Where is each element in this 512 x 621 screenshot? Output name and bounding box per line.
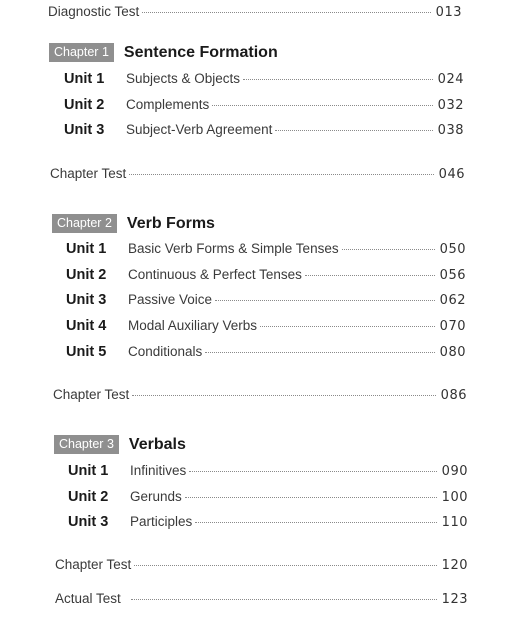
- chapter-1-heading: [49, 43, 278, 62]
- entry-title: Continuous & Perfect Tenses: [128, 267, 302, 282]
- unit-label: Unit 1: [64, 71, 105, 87]
- unit-label: Unit 4: [66, 318, 107, 334]
- chapter-badge: Chapter 1: [49, 43, 114, 62]
- unit-label: Unit 1: [66, 241, 107, 257]
- entry-title: Actual Test: [55, 591, 121, 606]
- entry-title: Complements: [126, 97, 210, 112]
- page-number: 110: [441, 515, 468, 530]
- unit-label: Unit 3: [64, 122, 105, 138]
- entry-title: Participles: [130, 514, 193, 529]
- chapter-title: Verbals: [128, 435, 186, 453]
- entry-title: Subject-Verb Agreement: [126, 122, 273, 137]
- unit-label: Unit 5: [66, 344, 107, 360]
- dot-leader: [260, 326, 435, 327]
- toc-entry-ch1-unit2[interactable]: [64, 97, 464, 113]
- toc-entry-ch2-unit5[interactable]: [66, 344, 466, 360]
- toc-entry-ch2-unit1[interactable]: [66, 241, 466, 257]
- dot-leader: [189, 471, 436, 472]
- dot-leader: [212, 105, 432, 106]
- page-number: 062: [439, 293, 466, 308]
- page-number: 100: [441, 490, 468, 505]
- chapter-title: Sentence Formation: [123, 43, 278, 61]
- entry-title: Chapter Test: [50, 166, 127, 181]
- unit-label: Unit 2: [68, 489, 109, 505]
- chapter-badge: Chapter 3: [54, 435, 119, 454]
- unit-label: Unit 3: [66, 292, 107, 308]
- toc-entry-ch3-unit3[interactable]: [68, 514, 468, 530]
- toc-entry-ch1-unit3[interactable]: [64, 122, 464, 138]
- unit-label: Unit 2: [66, 267, 107, 283]
- entry-title: Gerunds: [130, 489, 182, 504]
- toc-entry-ch2-unit2[interactable]: [66, 267, 466, 283]
- page-number: 050: [439, 242, 466, 257]
- toc-entry-ch3-unit1[interactable]: [68, 463, 468, 479]
- dot-leader: [129, 174, 433, 175]
- toc-entry-ch1-chapter-test[interactable]: [50, 166, 465, 182]
- dot-leader: [185, 497, 437, 498]
- chapter-badge: Chapter 2: [52, 214, 117, 233]
- entry-title: Modal Auxiliary Verbs: [128, 318, 258, 333]
- entry-title: Basic Verb Forms & Simple Tenses: [128, 241, 339, 256]
- toc-entry-ch3-chapter-test[interactable]: [55, 557, 468, 573]
- dot-leader: [215, 300, 435, 301]
- page-number: 056: [439, 268, 466, 283]
- dot-leader: [134, 565, 436, 566]
- dot-leader: [195, 522, 436, 523]
- page-number: 080: [439, 345, 466, 360]
- page-number: 120: [441, 558, 468, 573]
- dot-leader: [342, 249, 435, 250]
- page-number: 123: [441, 592, 468, 607]
- chapter-2-heading: [52, 214, 215, 233]
- chapter-title: Verb Forms: [126, 214, 215, 232]
- toc-entry-ch1-unit1[interactable]: [64, 71, 464, 87]
- entry-title: Subjects & Objects: [126, 71, 241, 86]
- entry-title: Chapter Test: [53, 387, 130, 402]
- dot-leader: [142, 12, 430, 13]
- entry-title: Passive Voice: [128, 292, 213, 307]
- toc-entry-ch2-unit4[interactable]: [66, 318, 466, 334]
- entry-title: Infinitives: [130, 463, 187, 478]
- dot-leader: [275, 130, 432, 131]
- page-number: 046: [438, 167, 465, 182]
- toc-entry-diagnostic-test[interactable]: [48, 4, 462, 20]
- page-number: 013: [435, 5, 462, 20]
- dot-leader: [131, 599, 437, 600]
- page-number: 090: [441, 464, 468, 479]
- entry-title: Conditionals: [128, 344, 203, 359]
- entry-title: Diagnostic Test: [48, 4, 140, 19]
- dot-leader: [305, 275, 435, 276]
- toc-entry-ch3-unit2[interactable]: [68, 489, 468, 505]
- unit-label: Unit 1: [68, 463, 109, 479]
- page-number: 032: [437, 98, 464, 113]
- unit-label: Unit 3: [68, 514, 109, 530]
- toc-entry-ch2-unit3[interactable]: [66, 292, 466, 308]
- entry-title: Chapter Test: [55, 557, 132, 572]
- dot-leader: [205, 352, 434, 353]
- toc-entry-ch2-chapter-test[interactable]: [53, 387, 467, 403]
- dot-leader: [132, 395, 435, 396]
- dot-leader: [243, 79, 433, 80]
- chapter-3-heading: [54, 435, 186, 454]
- page-number: 038: [437, 123, 464, 138]
- page-number: 086: [440, 388, 467, 403]
- toc-entry-actual-test[interactable]: [55, 591, 468, 607]
- page-number: 024: [437, 72, 464, 87]
- page-number: 070: [439, 319, 466, 334]
- unit-label: Unit 2: [64, 97, 105, 113]
